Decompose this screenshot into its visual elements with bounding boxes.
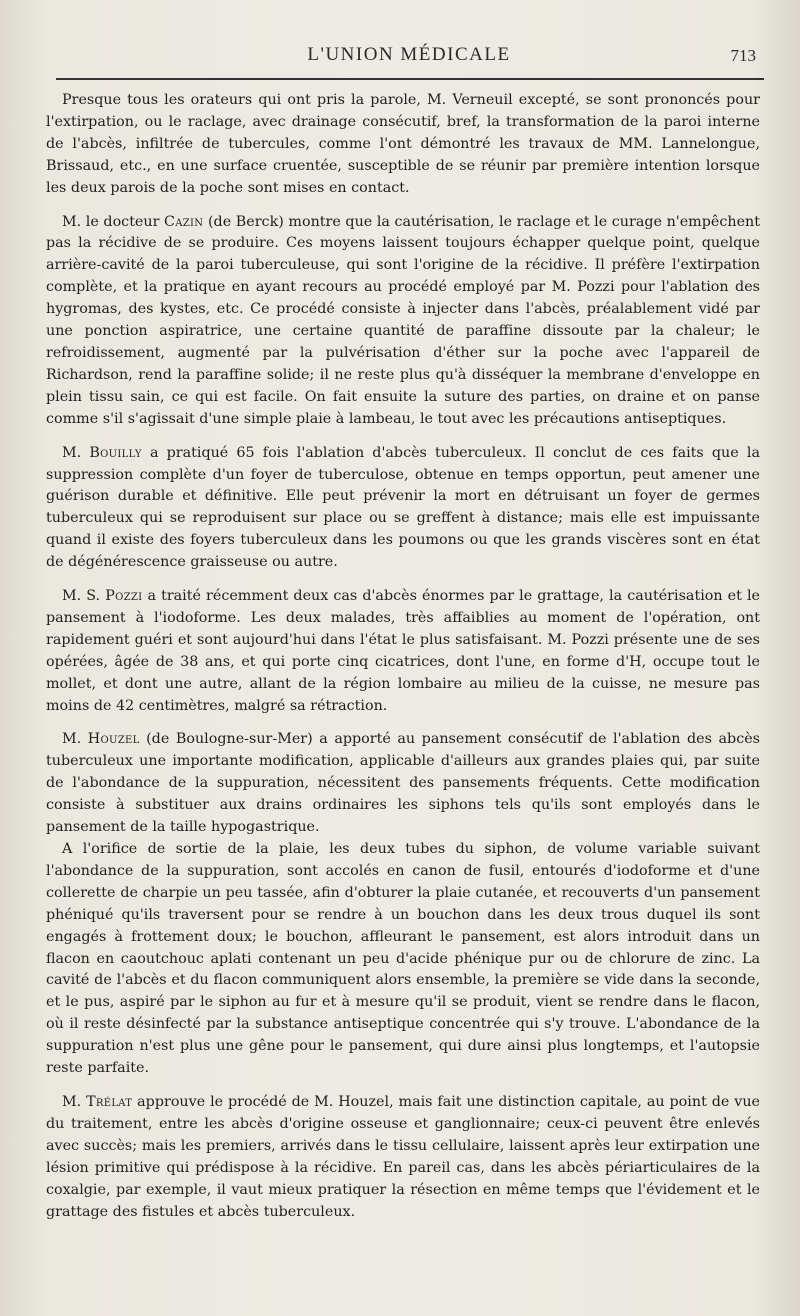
paragraph-7-lead: M. xyxy=(62,1093,87,1110)
speaker-name-trelat: Trélat xyxy=(86,1093,133,1110)
paragraph-5-lead: M. xyxy=(62,731,88,748)
speaker-name-pozzi: Pozzi xyxy=(105,588,143,605)
paragraph-4 xyxy=(46,586,760,717)
paragraph-2 xyxy=(46,212,760,431)
paragraph-5 xyxy=(46,729,760,839)
paragraph-3 xyxy=(46,443,760,574)
paragraph-2-text: (de Berck) montre que la cautérisation, le raclage et le curage n'empêchent pas la récidive de se produire. Ces moyens laissent toujours échapper quelque point, quelque arrière-cavité de la paroi tuberculeuse, qui sont l'origine de la récidive. Il préfère l'extirpation complète, et la pratique en ayant recours au procédé employé par M. Pozzi pour l'ablation des hygromas, des kystes, etc. Ce procédé consiste à injecter dans l'abcès, préalablement vidé par une ponction aspiratrice, une certaine quantité de paraffine dissoute par la chaleur; le refroidissement, augmenté par la pulvérisation d'éther sur la poche avec l'appareil de Richardson, rend la paraffine solide; il ne reste plus qu'à disséquer la membrane d'enveloppe en plein tissu sain, ce qui est facile. On fait ensuite la suture des parties, on draine et on panse comme s'il s'agissait d'une simple plaie à lambeau, le tout avec les précautions antiseptiques. xyxy=(46,213,760,427)
page-number: 713 xyxy=(730,46,756,65)
paragraph-6 xyxy=(46,839,760,1080)
paragraph-3-text: a pratiqué 65 fois l'ablation d'abcès tuberculeux. Il conclut de ces faits que la suppression complète d'un foyer de tuberculose, obtenue en temps opportun, peut amener une guérison durable et définitive. Elle peut prévenir la mort en détruisant un foyer de germes tuberculeux qui se reproduisent sur place ou se greffent à distance; mais elle est impuissante quand il existe des foyers tuberculeux dans les poumons ou que les grands viscères sont en état de dégénérescence graisseuse ou autre. xyxy=(46,444,760,571)
speaker-name-houzel: Houzel xyxy=(87,731,140,748)
paragraph-3-lead: M. xyxy=(62,444,90,461)
speaker-name-bouilly: Bouilly xyxy=(89,444,142,461)
paragraph-6-text: A l'orifice de sortie de la plaie, les deux tubes du siphon, de volume variable suivant l'abondance de la suppuration, sont accolés en canon de fusil, entourés d'iodoforme et d'une collerette de charpie un peu tassée, afin d'obturer la plaie cutanée, et recouverts d'un pansement phéniqué qu'ils traversent pour se rendre à un bouchon dans les deux trous duquel ils sont engagés à frottement doux; le bouchon, affleurant le pansement, est alors introduit dans un flacon en caoutchouc aplati contenant un peu d'acide phénique pur ou de chlorure de zinc. La cavité de l'abcès et du flacon communiquent alors ensemble, la première se vide dans la seconde, et le pus, aspiré par le siphon au fur et à mesure qu'il se produit, vient se rendre dans le flacon, où il reste désinfecté par la substance antiseptique concentrée qui s'y trouve. L'abondance de la suppuration n'est plus une gêne pour le pansement, qui dure ainsi plus longtemps, et l'autopsie reste parfaite. xyxy=(46,841,760,1077)
running-title: L'UNION MÉDICALE xyxy=(307,44,511,65)
paragraph-2-lead: M. le docteur xyxy=(62,213,165,230)
speaker-name-cazin: Cazin xyxy=(164,213,204,230)
paragraph-1 xyxy=(46,90,760,200)
body-text xyxy=(46,90,760,1235)
page-header xyxy=(46,44,772,76)
paragraph-7 xyxy=(46,1092,760,1223)
header-rule xyxy=(56,78,764,80)
paragraph-4-lead: M. S. xyxy=(62,588,106,605)
paragraph-7-text: approuve le procédé de M. Houzel, mais fait une distinction capitale, au point de vue du traitement, entre les abcès d'origine osseuse et ganglionnaire; ceux-ci peuvent être enlevés avec succès; mais les premiers, arrivés dans le tissu cellulaire, laissent après leur extirpation une lésion primitive qui prédispose à la récidive. En pareil cas, dans les abcès périarticulaires de la coxalgie, par exemple, il vaut mieux pratiquer la résection en même temps que l'évidement et le grattage des fistules et abcès tuberculeux. xyxy=(46,1093,760,1220)
paragraph-1-text: Presque tous les orateurs qui ont pris la parole, M. Verneuil excepté, se sont prononcés pour l'extirpation, ou le raclage, avec drainage consécutif, bref, la transformation de la paroi interne de l'abcès, infiltrée de tubercules, comme l'ont démontré les travaux de MM. Lannelongue, Brissaud, etc., en une surface cruentée, susceptible de se réunir par première intention lorsque les deux parois de la poche sont mises en contact. xyxy=(46,92,760,196)
paragraph-5-text: (de Boulogne-sur-Mer) a apporté au pansement consécutif de l'ablation des abcès tuberculeux une importante modification, applicable d'ailleurs aux grandes plaies qui, par suite de l'abondance de la suppuration, nécessitent des pansements fréquents. Cette modification consiste à substituer aux drains ordinaires les siphons tels qu'ils sont employés dans le pansement de la taille hypogastrique. xyxy=(46,731,760,836)
paragraph-4-text: a traité récemment deux cas d'abcès énormes par le grattage, la cautérisation et le pansement à l'iodoforme. Les deux malades, très affaiblies au moment de l'opération, ont rapidement guéri et sont aujourd'hui dans l'état le plus satisfaisant. M. Pozzi présente une de ses opérées, âgée de 38 ans, et qui porte cinq cicatrices, dont l'une, en forme d'H, occupe tout le mollet, et dont une autre, allant de la région lombaire au milieu de la cuisse, ne mesure pas moins de 42 centimètres, malgré sa rétraction. xyxy=(46,588,760,714)
